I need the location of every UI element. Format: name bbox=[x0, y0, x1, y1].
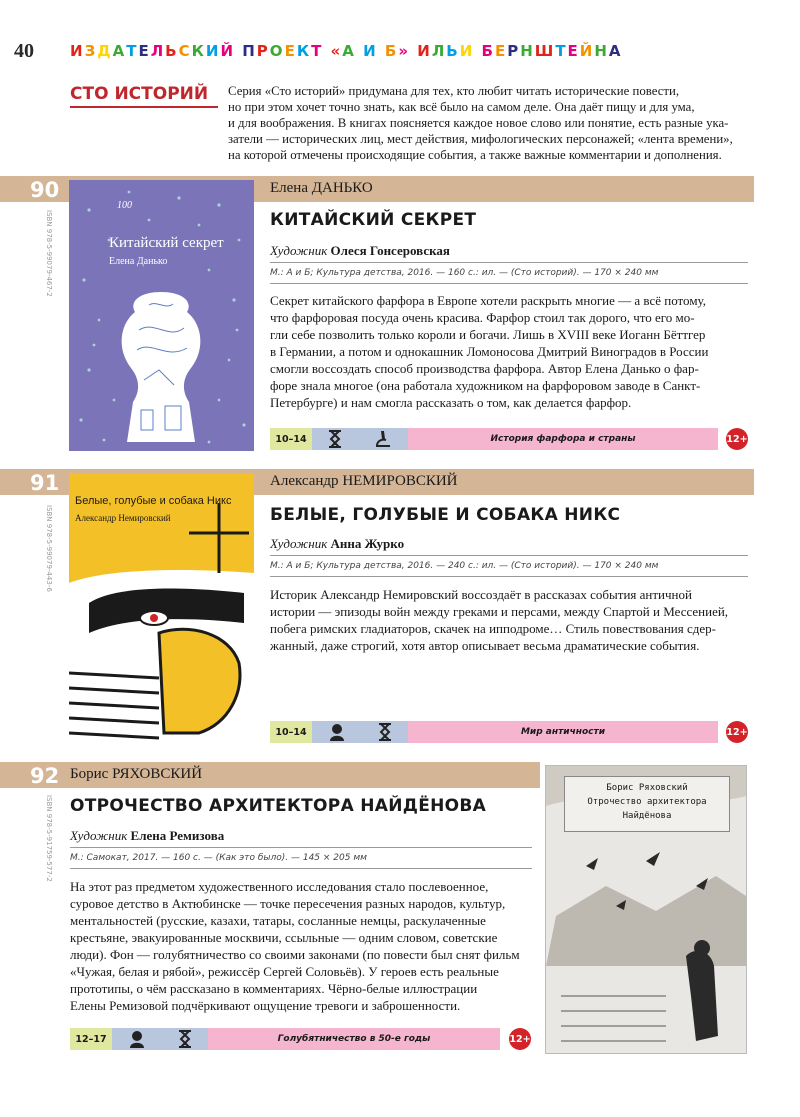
author-last: ДАНЬКО bbox=[311, 180, 373, 196]
header-letter: « bbox=[330, 42, 343, 60]
cover-author: Елена Данько bbox=[109, 256, 168, 267]
book-number: 90 bbox=[30, 178, 60, 202]
header-letter bbox=[356, 42, 363, 60]
book-meta: М.: А и Б; Культура детства, 2016. — 160 с.: ил. — (Сто историй). — 170 × 240 мм bbox=[270, 268, 659, 278]
header-letter: Ш bbox=[534, 42, 556, 60]
cover-label bbox=[564, 776, 730, 832]
description-line: ментальностей (русские, казахи, татары, сосланные немцы, раскулаченные bbox=[70, 913, 486, 928]
author-first: Елена bbox=[270, 180, 308, 196]
description-line: люди). Фон — голубятничество со своими законами (по повести был снят фильм bbox=[70, 947, 520, 962]
illustrator-label: Художник bbox=[270, 243, 328, 258]
cover-logo: 100 bbox=[117, 200, 132, 211]
book-author bbox=[270, 473, 458, 490]
divider bbox=[270, 262, 748, 263]
genre-icons bbox=[312, 428, 408, 450]
microscope-icon bbox=[374, 430, 392, 448]
cover-title-line: Найдёнова bbox=[622, 811, 672, 821]
header-letter: Й bbox=[220, 42, 235, 60]
illustrator-name: Елена Ремизова bbox=[130, 828, 225, 843]
header-letter: Й bbox=[579, 42, 595, 60]
cover-title-line: Отрочество архитектора bbox=[587, 797, 707, 807]
header-letter: И bbox=[417, 42, 432, 60]
series-line: затели — исторических лиц, мест действия, мифологических персонажей; «лента времени», bbox=[228, 132, 733, 146]
header-letter bbox=[410, 42, 417, 60]
header-letter: Е bbox=[494, 42, 508, 60]
author-last: НЕМИРОВСКИЙ bbox=[342, 473, 458, 489]
description-line: На этот раз предметом художественного исследования стало послевоенное, bbox=[70, 879, 489, 894]
series-name: СТО ИСТОРИЙ bbox=[70, 84, 218, 108]
header-letter bbox=[323, 42, 330, 60]
book-description bbox=[270, 292, 750, 411]
book-author bbox=[270, 180, 373, 197]
description-line: суровое детство в Актюбинске — точке пересечения разных народов, культур, bbox=[70, 896, 506, 911]
info-strip bbox=[270, 428, 718, 450]
header-letter bbox=[474, 42, 481, 60]
illustrator-label: Художник bbox=[270, 536, 328, 551]
page-number: 40 bbox=[14, 40, 34, 62]
topic-label: Голубятничество в 50-е годы bbox=[208, 1028, 500, 1050]
hourglass-icon bbox=[378, 723, 392, 741]
cover-illustration bbox=[69, 180, 254, 451]
header-letter: О bbox=[269, 42, 285, 60]
illustrator bbox=[70, 828, 224, 844]
header-letter: Т bbox=[555, 42, 568, 60]
description-line: гли себе позволить только короли и богачи. Лишь в XVIII веке Иоганн Бёттгер bbox=[270, 327, 706, 342]
description-line: «Чужая, белая и рябой», режиссёр Сергей Соловьёв). У героев есть реальные bbox=[70, 964, 499, 979]
description-line: смогли воссоздать способ производства фарфора. Автор Елена Данько о фар- bbox=[270, 361, 699, 376]
header-letter: С bbox=[178, 42, 192, 60]
book-title: ОТРОЧЕСТВО АРХИТЕКТОРА НАЙДЁНОВА bbox=[70, 796, 487, 816]
header-letter: Е bbox=[284, 42, 297, 60]
book-title: КИТАЙСКИЙ СЕКРЕТ bbox=[270, 210, 477, 230]
header-letter: И bbox=[459, 42, 475, 60]
book-number: 92 bbox=[30, 764, 60, 788]
description-line: Историк Александр Немировский воссоздаёт в рассказах события античной bbox=[270, 587, 692, 602]
illustrator bbox=[270, 536, 404, 552]
header-letter: » bbox=[398, 42, 411, 60]
book-author bbox=[70, 766, 202, 783]
header-letter: А bbox=[608, 42, 623, 60]
divider bbox=[270, 555, 748, 556]
genre-icons bbox=[112, 1028, 208, 1050]
isbn: ISBN 978-5-99079-467-2 bbox=[45, 210, 53, 297]
isbn: ISBN 978-5-99079-443-6 bbox=[45, 505, 53, 592]
book-meta: М.: А и Б; Культура детства, 2016. — 240 с.: ил. — (Сто историй). — 170 × 240 мм bbox=[270, 561, 659, 571]
book-description bbox=[70, 878, 536, 1014]
illustrator-name: Анна Журко bbox=[330, 536, 405, 551]
header-letter: Л bbox=[150, 42, 166, 60]
age-range: 12–17 bbox=[70, 1028, 112, 1050]
age-range: 10–14 bbox=[270, 428, 312, 450]
series-line: но при этом хочет точно знать, как всё было на самом деле. Она даёт пищу и для ума, bbox=[228, 100, 695, 114]
header-letter: Ь bbox=[165, 42, 179, 60]
header-letter: Ь bbox=[446, 42, 460, 60]
age-range: 10–14 bbox=[270, 721, 312, 743]
book-cover bbox=[545, 765, 747, 1054]
header-letter: И bbox=[363, 42, 378, 60]
divider bbox=[70, 868, 532, 869]
header-letter: К bbox=[191, 42, 206, 60]
description-line: истории — эпизоды войн между греками и персами, между Спартой и Мессенией, bbox=[270, 604, 729, 619]
illustrator-label: Художник bbox=[70, 828, 128, 843]
divider bbox=[270, 283, 748, 284]
header-letter: А bbox=[112, 42, 127, 60]
header-letter: П bbox=[242, 42, 257, 60]
person-icon bbox=[129, 1030, 145, 1048]
header-letter: И bbox=[205, 42, 221, 60]
author-first: Александр bbox=[270, 473, 339, 489]
description-line: в Германии, а потом и однокашник Ломоносова Дмитрий Виноградов в России bbox=[270, 344, 709, 359]
header-letter: Н bbox=[520, 42, 535, 60]
header-letter: Е bbox=[138, 42, 151, 60]
isbn: ISBN 978-5-91759-577-2 bbox=[45, 795, 53, 882]
cover-author: Александр Немировский bbox=[75, 513, 171, 523]
header-letter: И bbox=[70, 42, 85, 60]
book-description bbox=[270, 586, 750, 654]
cover-title: Китайский секрет bbox=[109, 235, 224, 251]
hourglass-icon bbox=[178, 1030, 192, 1048]
series-line: на которой отмечены происходящие события, а также важные комментарии и дополнения. bbox=[228, 148, 722, 162]
description-line: жанный, даже строгий, хотя автор описывает весьма драматические события. bbox=[270, 638, 700, 653]
publisher-header bbox=[70, 42, 623, 60]
book-meta: М.: Самокат, 2017. — 160 с. — (Как это было). — 145 × 205 мм bbox=[70, 853, 367, 863]
topic-label: История фарфора и страны bbox=[408, 428, 718, 450]
header-letter: Т bbox=[126, 42, 139, 60]
series-line: и для воображения. В книгах поясняется каждое новое слово или понятие, есть разные ука- bbox=[228, 116, 729, 130]
info-strip bbox=[270, 721, 718, 743]
age-rating-badge: 12+ bbox=[726, 721, 748, 743]
book-cover bbox=[69, 180, 254, 451]
description-line: Елены Ремизовой подчёркивают ощущение тревоги и заброшенности. bbox=[70, 998, 461, 1013]
divider bbox=[270, 576, 748, 577]
header-letter bbox=[378, 42, 385, 60]
description-line: Петербурге) и нам смогла рассказать о том, как делается фарфор. bbox=[270, 395, 632, 410]
cover-logo: 100 bbox=[89, 723, 104, 734]
age-rating-badge: 12+ bbox=[726, 428, 748, 450]
person-icon bbox=[329, 723, 345, 741]
author-last: РЯХОВСКИЙ bbox=[112, 766, 203, 782]
topic-label: Мир античности bbox=[408, 721, 718, 743]
description-line: форе знала многое (она работала художником на фарфоровом заводе в Санкт- bbox=[270, 378, 701, 393]
description-line: Секрет китайского фарфора в Европе хотели раскрыть многие — а всё потому, bbox=[270, 293, 706, 308]
series-description bbox=[228, 83, 754, 163]
author-first: Борис bbox=[70, 766, 109, 782]
header-letter: Т bbox=[311, 42, 324, 60]
header-letter: А bbox=[342, 42, 356, 60]
genre-icons bbox=[312, 721, 408, 743]
cover-author: Борис Ряховский bbox=[606, 783, 688, 793]
series-line: Серия «Сто историй» придумана для тех, кто любит читать исторические повести, bbox=[228, 84, 680, 98]
header-letter: Д bbox=[97, 42, 113, 60]
header-letter: Л bbox=[431, 42, 447, 60]
illustrator bbox=[270, 243, 450, 259]
cover-title: Белые, голубые и собака Никс bbox=[75, 495, 232, 507]
header-letter: Б bbox=[384, 42, 399, 60]
info-strip bbox=[70, 1028, 500, 1050]
header-letter bbox=[235, 42, 242, 60]
description-line: побега римских гладиаторов, скачек на ипподроме… Стиль повествования сдер- bbox=[270, 621, 716, 636]
header-letter: К bbox=[296, 42, 312, 60]
header-letter: З bbox=[84, 42, 98, 60]
illustrator-name: Олеся Гонсеровская bbox=[330, 243, 450, 258]
divider bbox=[70, 847, 532, 848]
description-line: прототипы, о чём рассказано в комментариях. Чёрно-белые иллюстрации bbox=[70, 981, 478, 996]
description-line: крестьяне, эвакуированные москвичи, ссыльные — одним словом, советские bbox=[70, 930, 498, 945]
description-line: что фарфоровая посуда очень красива. Фарфор стоил так дорого, что его мо- bbox=[270, 310, 695, 325]
age-rating-badge: 12+ bbox=[509, 1028, 531, 1050]
header-letter: Р bbox=[256, 42, 270, 60]
book-cover bbox=[69, 473, 254, 743]
header-letter: Р bbox=[507, 42, 521, 60]
header-letter: Е bbox=[567, 42, 580, 60]
book-title: БЕЛЫЕ, ГОЛУБЫЕ И СОБАКА НИКС bbox=[270, 505, 621, 525]
header-letter: Б bbox=[481, 42, 495, 60]
header-letter: Н bbox=[594, 42, 609, 60]
book-number: 91 bbox=[30, 471, 60, 495]
hourglass-icon bbox=[328, 430, 342, 448]
